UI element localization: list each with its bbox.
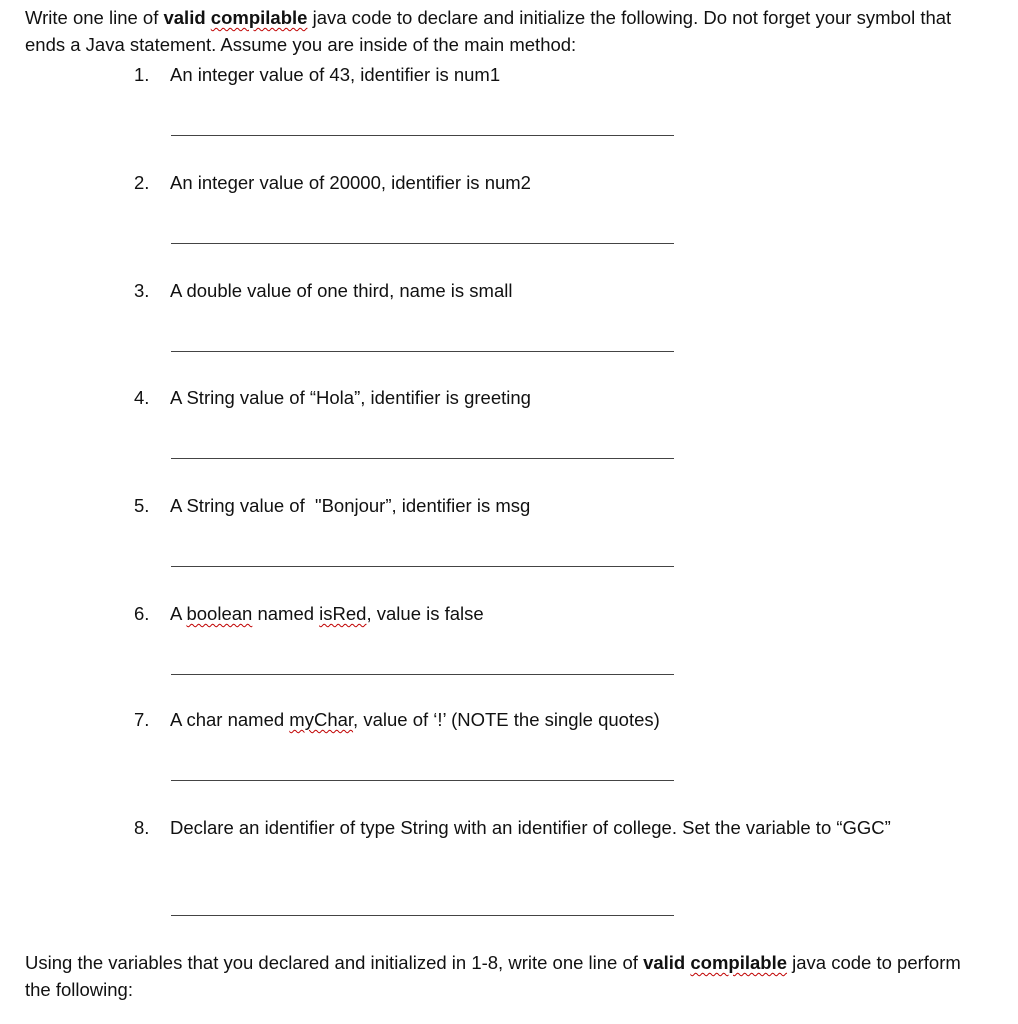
- question-text: [170, 706, 930, 733]
- question-number: 1.: [134, 64, 150, 85]
- answer-line-8[interactable]: [171, 915, 674, 916]
- answer-line-1[interactable]: [171, 135, 674, 136]
- question-text-middle: named: [252, 603, 320, 624]
- misspelled-word-boolean: boolean: [186, 603, 253, 624]
- question-text: A String value of “Hola”, identifier is greeting: [170, 387, 531, 408]
- answer-line-7[interactable]: [171, 780, 674, 781]
- question-number: 3.: [134, 280, 150, 301]
- answer-line-5[interactable]: [171, 566, 674, 567]
- misspelled-word-mychar: myChar: [289, 709, 354, 730]
- question-text-start: A: [170, 603, 187, 624]
- instructions-text-end: java code to declare and initialize the following. Do not forget your symbol that ends a Java statement. Assume you are inside of the main method:: [25, 7, 952, 55]
- question-text: [170, 600, 930, 627]
- instructions-text-start: Write one line of: [25, 7, 164, 28]
- answer-line-2[interactable]: [171, 243, 674, 244]
- question-text-start: A char named: [170, 709, 290, 730]
- question-text: A String value of "Bonjour”, identifier is msg: [170, 495, 531, 516]
- question-number: 2.: [134, 172, 150, 193]
- followup-bold-compilable: compilable: [690, 952, 788, 973]
- answer-line-6[interactable]: [171, 674, 674, 675]
- question-number: 5.: [134, 495, 150, 516]
- instructions-paragraph: [25, 4, 985, 58]
- question-text: An integer value of 20000, identifier is num2: [170, 172, 531, 193]
- question-number: 7.: [134, 709, 150, 730]
- question-text: Declare an identifier of type String with an identifier of college. Set the variable to “GGC”: [170, 817, 891, 838]
- instructions-bold-valid: valid: [163, 7, 206, 28]
- question-text-end: , value of ‘!’ (NOTE the single quotes): [353, 709, 660, 730]
- followup-text-start: Using the variables that you declared and initialized in 1-8, write one line of: [25, 952, 644, 973]
- followup-paragraph: [25, 949, 985, 1003]
- question-number: 8.: [134, 817, 150, 838]
- followup-text-end: java code to perform the following:: [25, 952, 961, 1000]
- question-text: An integer value of 43, identifier is num1: [170, 64, 501, 85]
- instructions-bold-compilable: compilable: [210, 7, 308, 28]
- answer-line-3[interactable]: [171, 351, 674, 352]
- question-text: A double value of one third, name is small: [170, 280, 513, 301]
- misspelled-word-isred: isRed: [319, 603, 367, 624]
- question-number: 4.: [134, 387, 150, 408]
- followup-bold-valid: valid: [643, 952, 686, 973]
- answer-line-4[interactable]: [171, 458, 674, 459]
- question-number: 6.: [134, 603, 150, 624]
- question-text-end: , value is false: [366, 603, 484, 624]
